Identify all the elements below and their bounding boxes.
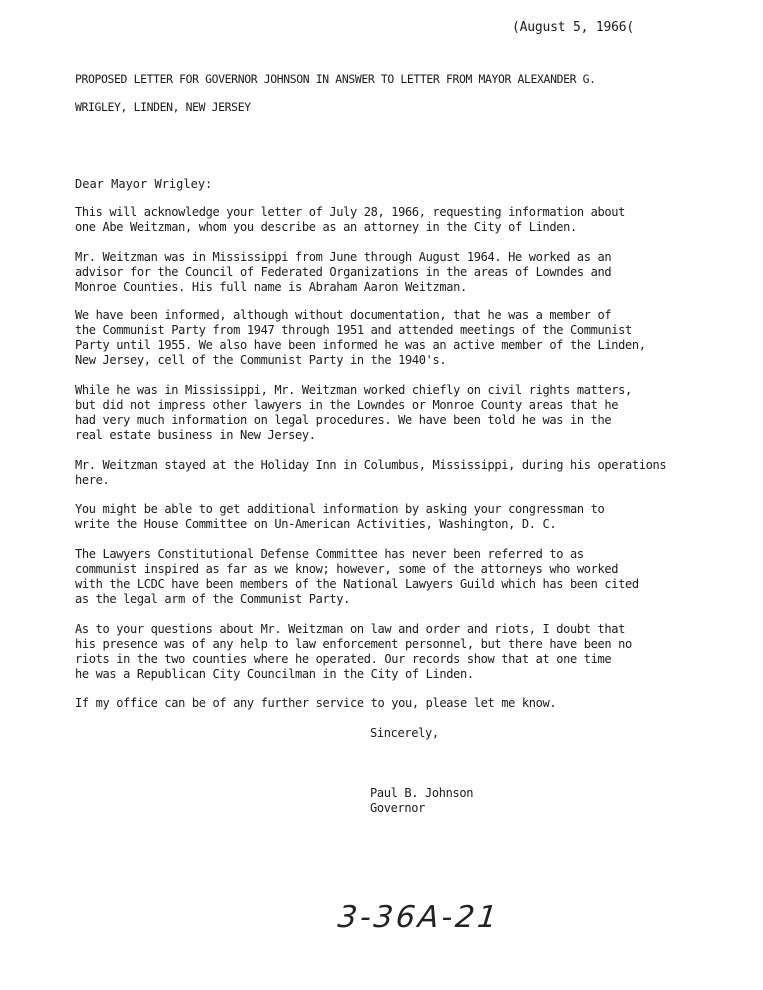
letter-heading-line-2: WRIGLEY, LINDEN, NEW JERSEY bbox=[75, 100, 251, 114]
paragraph-lcdc bbox=[75, 547, 639, 607]
paragraph-line: This will acknowledge your letter of July 28, 1966, requesting information about bbox=[75, 205, 625, 219]
paragraph-line: The Lawyers Constitutional Defense Committee has never been referred to as bbox=[75, 547, 584, 561]
paragraph-congressman bbox=[75, 502, 604, 532]
paragraph-line: his presence was of any help to law enforcement personnel, but there have been no bbox=[75, 637, 632, 651]
signature-title: Governor bbox=[370, 801, 425, 815]
paragraph-line: As to your questions about Mr. Weitzman on law and order and riots, I doubt that bbox=[75, 622, 625, 636]
paragraph-line: riots in the two counties where he operated. Our records show that at one time bbox=[75, 652, 612, 666]
paragraph-line: he was a Republican City Councilman in the City of Linden. bbox=[75, 667, 474, 681]
paragraph-line: had very much information on legal procedures. We have been told he was in the bbox=[75, 413, 612, 427]
paragraph-civil-rights bbox=[75, 383, 632, 443]
paragraph-further-service bbox=[75, 696, 556, 711]
paragraph-line: If my office can be of any further service to you, please let me know. bbox=[75, 696, 557, 710]
paragraph-acknowledgement bbox=[75, 205, 625, 235]
paragraph-holiday-inn bbox=[75, 458, 666, 488]
paragraph-line: one Abe Weitzman, whom you describe as an attorney in the City of Linden. bbox=[75, 220, 577, 234]
paragraph-line: write the House Committee on Un-American Activities, Washington, D. C. bbox=[75, 517, 557, 531]
paragraph-line: New Jersey, cell of the Communist Party in the 1940's. bbox=[75, 353, 447, 367]
letter-heading-line-1: PROPOSED LETTER FOR GOVERNOR JOHNSON IN ANSWER TO LETTER FROM MAYOR ALEXANDER G. bbox=[75, 72, 596, 86]
letter-date: (August 5, 1966( bbox=[512, 20, 635, 35]
paragraph-line: communist inspired as far as we know; however, some of the attorneys who worked bbox=[75, 562, 619, 576]
paragraph-line: as the legal arm of the Communist Party. bbox=[75, 592, 350, 606]
handwritten-file-number: 3-36A-21 bbox=[336, 900, 502, 935]
paragraph-line: Mr. Weitzman was in Mississippi from June through August 1964. He worked as an bbox=[75, 250, 612, 264]
paragraph-line: While he was in Mississippi, Mr. Weitzman worked chiefly on civil rights matters, bbox=[75, 383, 632, 397]
paragraph-mississippi bbox=[75, 250, 611, 295]
paragraph-line: Party until 1955. We also have been informed he was an active member of the Linden, bbox=[75, 338, 646, 352]
paragraph-line: but did not impress other lawyers in the Lowndes or Monroe County areas that he bbox=[75, 398, 619, 412]
salutation: Dear Mayor Wrigley: bbox=[75, 177, 213, 191]
paragraph-line: advisor for the Council of Federated Organizations in the areas of Lowndes and bbox=[75, 265, 612, 279]
signature-name: Paul B. Johnson bbox=[370, 786, 474, 800]
paragraph-line: We have been informed, although without documentation, that he was a member of bbox=[75, 308, 612, 322]
paragraph-law-and-order bbox=[75, 622, 632, 682]
paragraph-line: Monroe Counties. His full name is Abraham Aaron Weitzman. bbox=[75, 280, 467, 294]
paragraph-line: You might be able to get additional information by asking your congressman to bbox=[75, 502, 605, 516]
paragraph-line: with the LCDC have been members of the National Lawyers Guild which has been cited bbox=[75, 577, 639, 591]
paragraph-line: here. bbox=[75, 473, 110, 487]
closing: Sincerely, bbox=[370, 726, 439, 740]
paragraph-informed bbox=[75, 308, 646, 368]
paragraph-line: Mr. Weitzman stayed at the Holiday Inn in Columbus, Mississippi, during his operations bbox=[75, 458, 667, 472]
paragraph-line: the Communist Party from 1947 through 1951 and attended meetings of the Communist bbox=[75, 323, 632, 337]
paragraph-line: real estate business in New Jersey. bbox=[75, 428, 316, 442]
